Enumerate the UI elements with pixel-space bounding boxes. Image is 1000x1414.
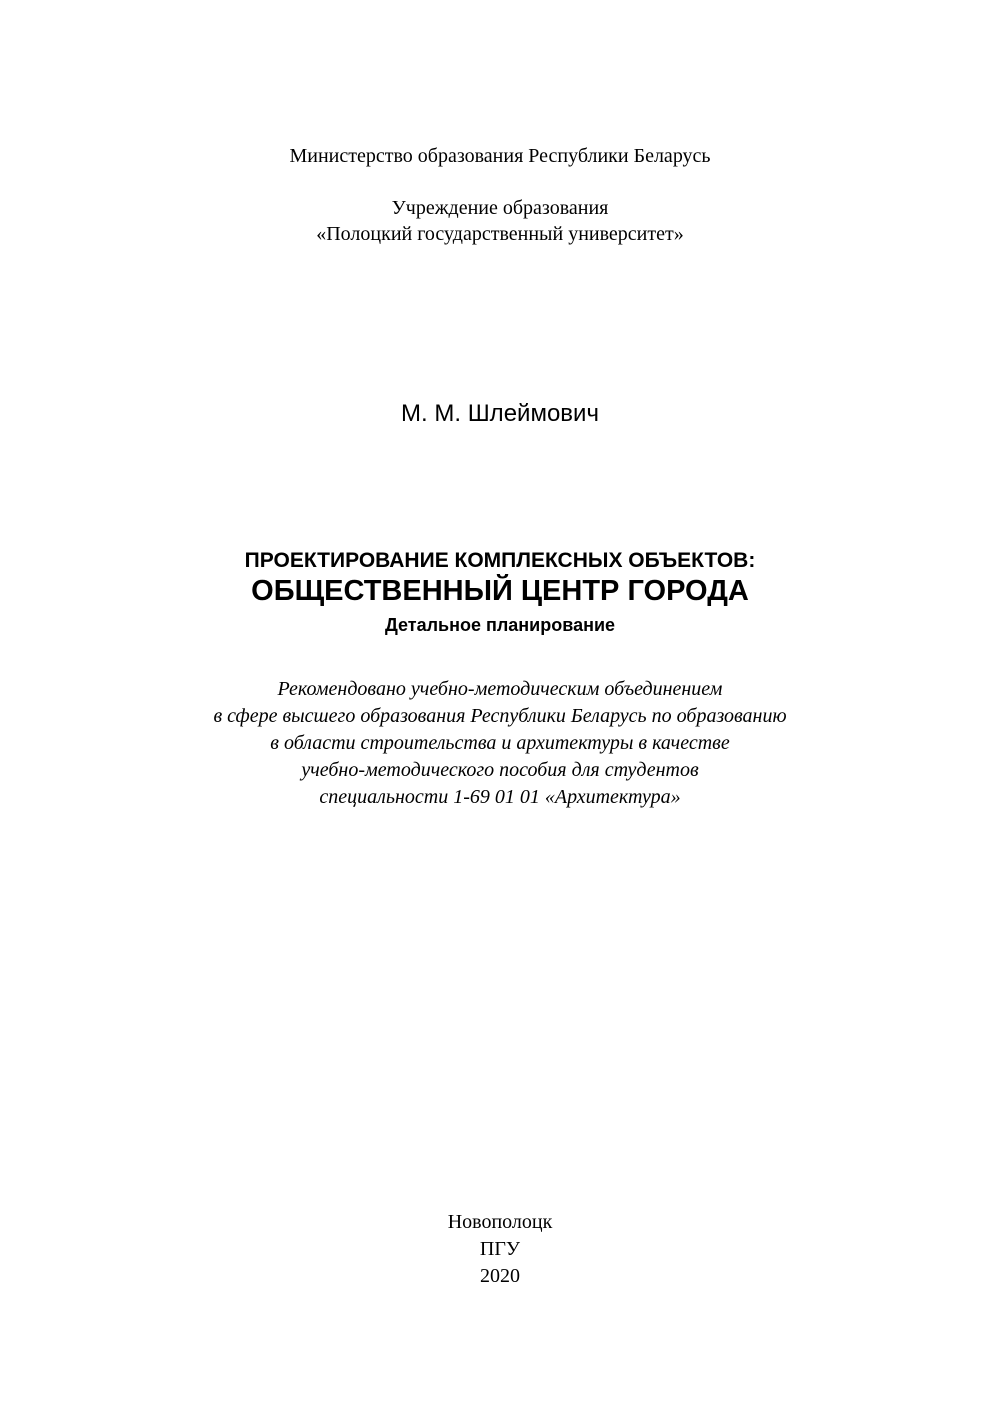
- recommendation-line: Рекомендовано учебно-методическим объединением: [277, 678, 723, 700]
- recommendation-line: учебно-методического пособия для студентов: [301, 759, 699, 781]
- university-name: «Полоцкий государственный университет»: [316, 223, 684, 245]
- ministry-line: Министерство образования Республики Беларусь: [289, 145, 711, 167]
- imprint-city: Новополоцк: [447, 1211, 553, 1233]
- institution-line: Учреждение образования: [391, 197, 609, 219]
- subtitle: Детальное планирование: [384, 615, 616, 635]
- recommendation-line: специальности 1-69 01 01 «Архитектура»: [319, 786, 681, 808]
- recommendation-line: в области строительства и архитектуры в качестве: [270, 732, 730, 754]
- recommendation-line: в сфере высшего образования Республики Беларусь по образованию: [213, 705, 787, 727]
- imprint-publisher: ПГУ: [479, 1238, 521, 1260]
- title-line-1: ПРОЕКТИРОВАНИЕ КОМПЛЕКСНЫХ ОБЪЕКТОВ:: [244, 549, 756, 572]
- author-name: М. М. Шлеймович: [401, 400, 599, 427]
- title-line-2: ОБЩЕСТВЕННЫЙ ЦЕНТР ГОРОДА: [251, 575, 749, 607]
- imprint-year: 2020: [480, 1265, 520, 1287]
